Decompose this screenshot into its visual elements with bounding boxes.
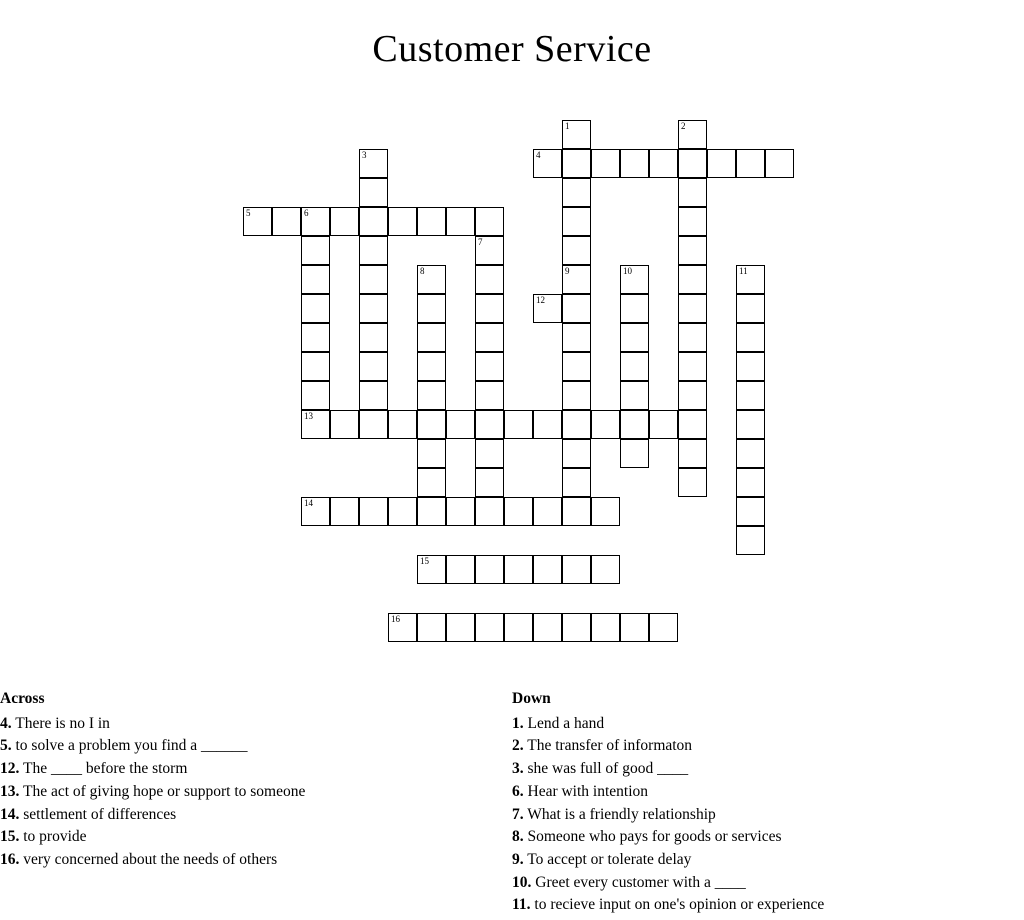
clue-item (512, 735, 1012, 758)
grid-cell[interactable] (620, 381, 649, 410)
grid-cell[interactable] (562, 439, 591, 468)
across-clue-list (0, 713, 500, 872)
grid-cell[interactable] (475, 207, 504, 236)
grid-cell[interactable] (301, 236, 330, 265)
grid-cell[interactable] (562, 323, 591, 352)
grid-cell[interactable] (533, 555, 562, 584)
grid-cell[interactable] (359, 265, 388, 294)
grid-cell[interactable] (417, 439, 446, 468)
grid-cell[interactable] (620, 294, 649, 323)
grid-cell-numbered[interactable] (417, 265, 446, 294)
clue-item (0, 781, 500, 804)
grid-cell[interactable] (562, 294, 591, 323)
cell-number: 1 (565, 121, 570, 131)
clue-text: Someone who pays for goods or services (523, 828, 782, 846)
clue-number: 13. (0, 782, 20, 800)
grid-cell-numbered[interactable] (301, 207, 330, 236)
cell-number: 13 (304, 411, 313, 421)
grid-cell[interactable] (301, 294, 330, 323)
cell-number: 7 (478, 237, 483, 247)
grid-cell[interactable] (707, 149, 736, 178)
grid-cell[interactable] (736, 468, 765, 497)
grid-cell[interactable] (504, 410, 533, 439)
clue-text: she was full of good ____ (523, 760, 689, 778)
clue-number: 11. (512, 896, 531, 914)
clue-number: 6. (512, 782, 524, 800)
grid-cell[interactable] (417, 613, 446, 642)
grid-cell[interactable] (359, 207, 388, 236)
grid-cell[interactable] (359, 323, 388, 352)
cell-number: 14 (304, 498, 313, 508)
grid-cell[interactable] (562, 468, 591, 497)
clue-number: 8. (512, 828, 524, 846)
grid-cell[interactable] (359, 497, 388, 526)
grid-cell[interactable] (475, 265, 504, 294)
down-heading: Down (512, 690, 551, 707)
grid-cell[interactable] (736, 439, 765, 468)
grid-cell[interactable] (678, 381, 707, 410)
grid-cell[interactable] (736, 497, 765, 526)
clue-item (512, 804, 1012, 827)
clue-text: to solve a problem you find a ______ (11, 737, 248, 755)
grid-cell[interactable] (359, 236, 388, 265)
grid-cell[interactable] (591, 613, 620, 642)
grid-cell[interactable] (765, 149, 794, 178)
cell-number: 5 (246, 208, 251, 218)
grid-cell[interactable] (388, 410, 417, 439)
grid-cell-numbered[interactable] (475, 236, 504, 265)
grid-cell[interactable] (736, 352, 765, 381)
clue-number: 10. (512, 873, 532, 891)
clue-item (0, 758, 500, 781)
grid-cell[interactable] (678, 439, 707, 468)
grid-cell[interactable] (678, 207, 707, 236)
grid-cell[interactable] (475, 294, 504, 323)
grid-cell[interactable] (446, 613, 475, 642)
grid-cell[interactable] (736, 323, 765, 352)
cell-number: 11 (739, 266, 748, 276)
grid-cell[interactable] (330, 410, 359, 439)
clue-item (512, 849, 1012, 872)
grid-cell[interactable] (301, 265, 330, 294)
grid-cell[interactable] (475, 468, 504, 497)
clue-text: Greet every customer with a ____ (531, 873, 746, 891)
grid-cell[interactable] (272, 207, 301, 236)
grid-cell[interactable] (620, 323, 649, 352)
grid-cell[interactable] (736, 381, 765, 410)
grid-cell[interactable] (417, 381, 446, 410)
clue-text: There is no I in (11, 714, 110, 732)
clue-number: 1. (512, 714, 524, 732)
grid-cell[interactable] (417, 497, 446, 526)
clue-text: to recieve input on one's opinion or experience (530, 896, 825, 914)
cell-number: 10 (623, 266, 632, 276)
grid-cell[interactable] (475, 410, 504, 439)
clue-number: 5. (0, 737, 12, 755)
clue-number: 15. (0, 828, 20, 846)
grid-cell[interactable] (678, 149, 707, 178)
clue-item (0, 735, 500, 758)
crossword-grid (0, 110, 1024, 670)
grid-cell[interactable] (446, 410, 475, 439)
clue-item (512, 894, 1012, 917)
grid-cell[interactable] (504, 555, 533, 584)
grid-cell-numbered[interactable] (301, 410, 330, 439)
grid-cell[interactable] (649, 613, 678, 642)
grid-cell[interactable] (562, 613, 591, 642)
grid-cell[interactable] (591, 497, 620, 526)
grid-cell[interactable] (649, 149, 678, 178)
clue-number: 12. (0, 760, 20, 778)
grid-cell[interactable] (678, 294, 707, 323)
grid-cell-numbered[interactable] (678, 120, 707, 149)
grid-cell[interactable] (620, 149, 649, 178)
clue-number: 4. (0, 714, 12, 732)
grid-cell[interactable] (533, 497, 562, 526)
grid-cell[interactable] (562, 381, 591, 410)
grid-cell[interactable] (388, 207, 417, 236)
grid-cell[interactable] (678, 236, 707, 265)
grid-cell[interactable] (475, 497, 504, 526)
grid-cell[interactable] (446, 207, 475, 236)
clue-text: The ____ before the storm (19, 760, 188, 778)
grid-cell[interactable] (591, 555, 620, 584)
grid-cell[interactable] (504, 497, 533, 526)
grid-cell[interactable] (388, 497, 417, 526)
clue-number: 9. (512, 850, 524, 868)
grid-cell-numbered[interactable] (417, 555, 446, 584)
cell-number: 15 (420, 556, 429, 566)
clue-text: What is a friendly relationship (523, 805, 716, 823)
grid-cell[interactable] (417, 207, 446, 236)
grid-cell[interactable] (620, 410, 649, 439)
grid-cell-numbered[interactable] (562, 120, 591, 149)
grid-cell[interactable] (301, 323, 330, 352)
grid-cell[interactable] (736, 294, 765, 323)
cell-number: 3 (362, 150, 367, 160)
grid-cell[interactable] (475, 439, 504, 468)
clue-number: 2. (512, 737, 524, 755)
grid-cell[interactable] (562, 207, 591, 236)
page-title: Customer Service (372, 28, 652, 71)
grid-cell[interactable] (591, 149, 620, 178)
grid-cell[interactable] (475, 555, 504, 584)
grid-cell[interactable] (446, 497, 475, 526)
down-clues-column (512, 688, 1012, 917)
grid-cell[interactable] (504, 613, 533, 642)
clue-item (512, 872, 1012, 895)
grid-cell[interactable] (417, 410, 446, 439)
grid-cell[interactable] (562, 410, 591, 439)
grid-cell[interactable] (736, 526, 765, 555)
grid-cell[interactable] (446, 555, 475, 584)
cell-number: 9 (565, 266, 570, 276)
grid-cell[interactable] (417, 352, 446, 381)
clue-item (512, 758, 1012, 781)
grid-cell[interactable] (649, 410, 678, 439)
grid-cell[interactable] (359, 178, 388, 207)
grid-cell[interactable] (475, 352, 504, 381)
grid-cell-numbered[interactable] (359, 149, 388, 178)
grid-cell[interactable] (562, 497, 591, 526)
clue-item (0, 826, 500, 849)
grid-cell[interactable] (417, 294, 446, 323)
grid-cell[interactable] (620, 439, 649, 468)
grid-cell-numbered[interactable] (533, 294, 562, 323)
clue-text: to provide (19, 828, 87, 846)
grid-cell[interactable] (475, 323, 504, 352)
clue-text: The act of giving hope or support to someone (19, 782, 306, 800)
grid-cell[interactable] (620, 613, 649, 642)
grid-cell-numbered[interactable] (736, 265, 765, 294)
grid-cell[interactable] (736, 410, 765, 439)
grid-cell[interactable] (562, 178, 591, 207)
grid-cell-numbered[interactable] (243, 207, 272, 236)
clue-text: To accept or tolerate delay (523, 850, 692, 868)
grid-cell[interactable] (417, 468, 446, 497)
cell-number: 6 (304, 208, 309, 218)
grid-cell[interactable] (678, 410, 707, 439)
grid-cell[interactable] (359, 294, 388, 323)
grid-cell[interactable] (591, 410, 620, 439)
grid-cell[interactable] (678, 265, 707, 294)
clue-text: Lend a hand (523, 714, 605, 732)
clue-text: settlement of differences (19, 805, 177, 823)
grid-cell[interactable] (620, 352, 649, 381)
clue-number: 7. (512, 805, 524, 823)
grid-cell[interactable] (417, 323, 446, 352)
cell-number: 4 (536, 150, 541, 160)
grid-cell[interactable] (359, 352, 388, 381)
grid-cell[interactable] (678, 352, 707, 381)
grid-cell[interactable] (330, 207, 359, 236)
clue-item (512, 713, 1012, 736)
grid-cell-numbered[interactable] (562, 265, 591, 294)
grid-cell[interactable] (678, 468, 707, 497)
grid-cell[interactable] (562, 555, 591, 584)
grid-cell[interactable] (562, 149, 591, 178)
cell-number: 2 (681, 121, 686, 131)
cell-number: 16 (391, 614, 400, 624)
clue-text: Hear with intention (523, 782, 649, 800)
cell-number: 8 (420, 266, 425, 276)
across-clues-column (0, 688, 500, 872)
grid-cell[interactable] (678, 178, 707, 207)
grid-cell[interactable] (562, 236, 591, 265)
grid-cell[interactable] (330, 497, 359, 526)
down-clue-list (512, 713, 1012, 917)
clue-number: 14. (0, 805, 20, 823)
clue-item (512, 826, 1012, 849)
grid-cell[interactable] (475, 613, 504, 642)
clue-number: 3. (512, 760, 524, 778)
grid-cell[interactable] (533, 410, 562, 439)
grid-cell[interactable] (562, 352, 591, 381)
across-heading: Across (0, 690, 45, 707)
cell-number: 12 (536, 295, 545, 305)
grid-cell[interactable] (359, 410, 388, 439)
grid-cell[interactable] (359, 381, 388, 410)
grid-cell[interactable] (301, 381, 330, 410)
clue-number: 16. (0, 850, 20, 868)
grid-cell[interactable] (475, 381, 504, 410)
grid-cell[interactable] (736, 149, 765, 178)
grid-cell[interactable] (301, 352, 330, 381)
clue-item (0, 713, 500, 736)
clue-item (0, 804, 500, 827)
grid-cell-numbered[interactable] (533, 149, 562, 178)
grid-cell-numbered[interactable] (301, 497, 330, 526)
grid-cell-numbered[interactable] (620, 265, 649, 294)
grid-cell-numbered[interactable] (388, 613, 417, 642)
clue-item (512, 781, 1012, 804)
clue-text: The transfer of informaton (523, 737, 693, 755)
clue-text: very concerned about the needs of others (19, 850, 278, 868)
clue-item (0, 849, 500, 872)
grid-cell[interactable] (533, 613, 562, 642)
grid-cell[interactable] (678, 323, 707, 352)
